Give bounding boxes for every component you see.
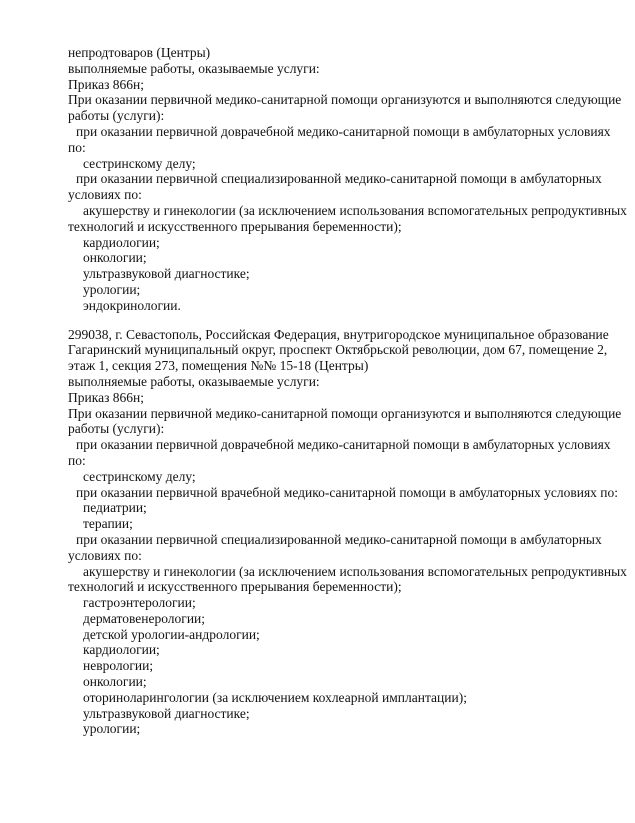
text-line: терапии; (83, 516, 133, 532)
text-line: 299038, г. Севастополь, Российская Федерация, внутригородское муниципальное образование (68, 326, 609, 342)
document-page (68, 45, 627, 737)
text-line: урологии; (83, 721, 141, 737)
text-line: Гагаринский муниципальный округ, проспект Октябрьской революции, дом 67, помещение 2, (68, 342, 608, 358)
text-line: урологии; (83, 281, 141, 297)
text-line: по: (68, 452, 86, 468)
text-line: при оказании первичной доврачебной медико-санитарной помощи в амбулаторных условиях (76, 123, 611, 139)
text-line: кардиологии; (83, 234, 160, 250)
text-line: акушерству и гинекологии (за исключением использования вспомогательных репродуктивных (83, 563, 627, 579)
text-line: кардиологии; (83, 642, 160, 658)
text-line: при оказании первичной доврачебной медико-санитарной помощи в амбулаторных условиях (76, 437, 611, 453)
text-line: по: (68, 139, 86, 155)
text-line: при оказании первичной врачебной медико-санитарной помощи в амбулаторных условиях по: (76, 484, 619, 500)
text-line: гастроэнтерологии; (83, 595, 196, 611)
document-block-license-section-1 (68, 45, 627, 314)
text-line: при оказании первичной специализированной медико-санитарной помощи в амбулаторных (76, 171, 602, 187)
text-line: работы (услуги): (68, 108, 165, 124)
text-line: онкологии; (83, 674, 147, 690)
text-line: При оказании первичной медико-санитарной помощи организуются и выполняются следующие (68, 92, 622, 108)
text-line: эндокринологии. (83, 297, 181, 313)
text-line: выполняемые работы, оказываемые услуги: (68, 60, 320, 76)
text-line: оториноларингологии (за исключением кохлеарной имплантации); (83, 689, 467, 705)
text-line: сестринскому делу; (83, 468, 196, 484)
text-line: условиях по: (68, 547, 142, 563)
text-line: технологий и искусственного прерывания беременности); (68, 579, 402, 595)
text-line: выполняемые работы, оказываемые услуги: (68, 373, 320, 389)
document-block-license-section-2 (68, 326, 627, 738)
text-line: работы (услуги): (68, 421, 165, 437)
text-line: непродтоваров (Центры) (68, 45, 211, 60)
text-line: онкологии; (83, 250, 147, 266)
text-line: этаж 1, секция 273, помещения №№ 15-18 (Центры) (68, 358, 369, 374)
text-line: педиатрии; (83, 500, 147, 516)
text-line: дерматовенерологии; (83, 610, 206, 626)
text-line: неврологии; (83, 658, 154, 674)
text-line: технологий и искусственного прерывания беременности); (68, 218, 402, 234)
text-line: условиях по: (68, 187, 142, 203)
text-line: акушерству и гинекологии (за исключением использования вспомогательных репродуктивных (83, 202, 627, 218)
text-line: Приказ 866н; (68, 389, 145, 405)
text-line: детской урологии-андрологии; (83, 626, 260, 642)
text-line: ультразвуковой диагностике; (83, 266, 250, 282)
text-line: Приказ 866н; (68, 76, 145, 92)
text-line: сестринскому делу; (83, 155, 196, 171)
text-line: ультразвуковой диагностике; (83, 705, 250, 721)
text-line: При оказании первичной медико-санитарной помощи организуются и выполняются следующие (68, 405, 622, 421)
text-line: при оказании первичной специализированной медико-санитарной помощи в амбулаторных (76, 531, 602, 547)
